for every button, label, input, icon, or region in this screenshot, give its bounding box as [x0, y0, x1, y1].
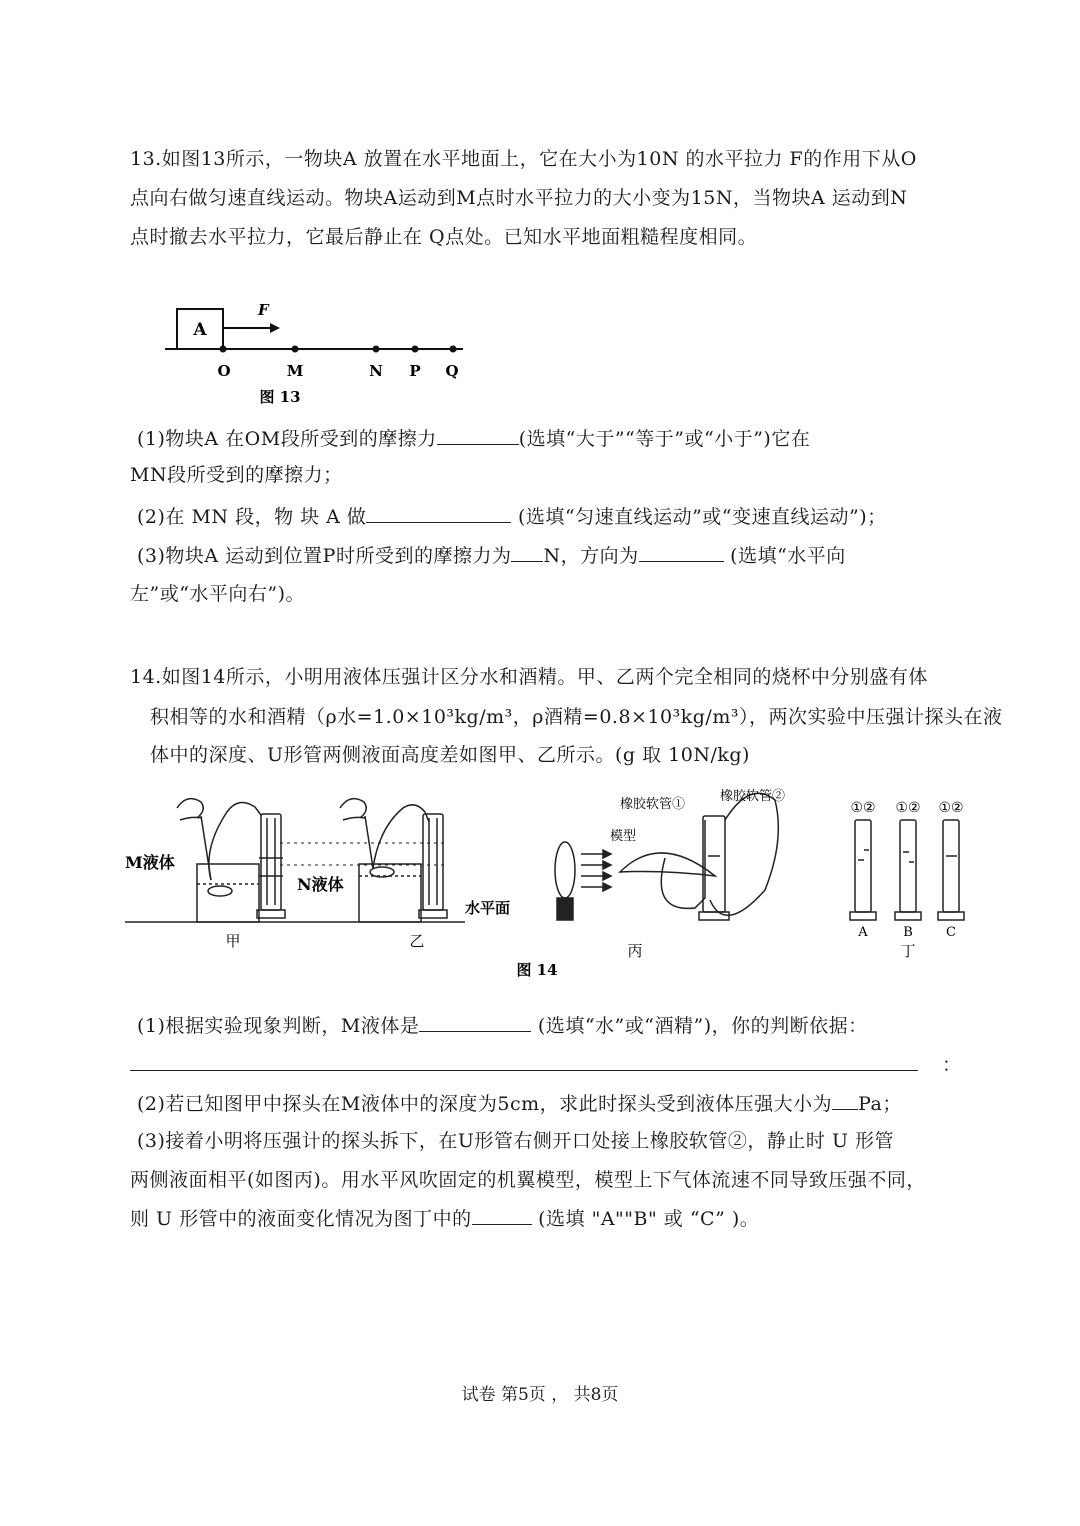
tube-mark-c: ①②: [938, 800, 964, 816]
q14-sub3-line1: (3)接着小明将压强计的探头拆下，在U形管右侧开口处接上橡胶软管②，静止时 U 形管: [137, 1130, 895, 1152]
setup-yi: [340, 799, 447, 922]
ding-tube-c: [943, 820, 959, 912]
label-bing: 丙: [627, 942, 643, 960]
option-a-label: A: [858, 925, 868, 940]
setup-jia: [177, 799, 285, 922]
q14-sub1-line2: [130, 1052, 962, 1077]
model-label: 模型: [610, 829, 637, 844]
q13-line-1: 13.如图13所示，一物块A 放置在水平地面上，它在大小为10N 的水平拉力 F的作用下从O: [130, 148, 917, 170]
hose1-label: 橡胶软管①: [620, 797, 686, 812]
q13-line-2: 点向右做匀速直线运动。物块A运动到M点时水平拉力的大小变为15N，当物块A 运动到N: [130, 187, 908, 209]
q14-sub2-text-a: (2)若已知图甲中探头在M液体中的深度为5cm，求此时探头受到液体压强大小为: [137, 1093, 833, 1115]
q13-sub1-answer-blank[interactable]: [437, 426, 519, 445]
figure-13-caption: 图 13: [259, 388, 301, 406]
q14-sub2-text-b: Pa；: [858, 1093, 902, 1115]
hose2-label: 橡胶软管②: [720, 789, 786, 804]
jia-beaker: [197, 864, 259, 922]
point-n: [373, 346, 380, 353]
point-m: [292, 346, 299, 353]
q14-line-3: 体中的深度、U形管两侧液面高度差如图甲、乙所示。(g 取 10N/kg): [150, 744, 750, 766]
ding-tube-a: [855, 820, 871, 912]
ding-tube-b: [900, 820, 916, 912]
q13-sub3-line1: [137, 543, 846, 568]
q13-sub2: [137, 504, 887, 529]
q13-sub1-text-b: (选填“大于”“等于”或“小于”)它在: [518, 428, 811, 450]
force-label: F: [258, 301, 269, 319]
q14-sub1-text-a: (1)根据实验现象判断，M液体是: [137, 1015, 420, 1037]
q14-sub3-answer-blank[interactable]: [472, 1206, 532, 1225]
yi-hose: [373, 805, 429, 868]
q13-sub3-text-b: N，方向为: [543, 545, 639, 567]
level-label: 水平面: [465, 899, 511, 917]
wing-model: [620, 853, 715, 876]
label-n: N: [369, 362, 383, 380]
q14-line-2: 积相等的水和酒精（ρ水=1.0×10³kg/m³，ρ酒精=0.8×10³kg/m³），两次实验中压强计探头在液: [150, 706, 1003, 728]
yi-u-tube: [423, 814, 443, 910]
q13-sub3-value-blank[interactable]: [511, 543, 543, 562]
q14-sub3-text-c: 则 U 形管中的液面变化情况为图丁中的: [130, 1208, 472, 1230]
figure-14: [125, 780, 985, 985]
q13-sub1-line1: [137, 426, 810, 451]
page-footer: 试卷 第5页 ， 共8页: [461, 1385, 619, 1405]
q13-sub2-text-b: (选填“匀速直线运动”或“变速直线运动”)；: [517, 506, 887, 528]
q13-sub2-text-a: (2)在 MN 段，物 块 A 做: [137, 506, 367, 528]
q13-sub3-line2: 左”或“水平向右”)。: [130, 583, 306, 605]
n-liquid-label: N液体: [297, 875, 344, 894]
setup-bing: [555, 793, 778, 920]
tube-mark-a: ①②: [850, 800, 876, 816]
q13-sub3-text-c: (选填“水平向: [730, 545, 846, 567]
jia-u-tube: [261, 814, 281, 910]
q13-sub3-text-a: (3)物块A 运动到位置P时所受到的摩擦力为: [137, 545, 512, 567]
q13-line-3: 点时撤去水平拉力，它最后静止在 Q点处。已知水平地面粗糙程度相同。: [130, 226, 758, 248]
bing-u-tube: [703, 816, 725, 912]
q14-sub1-answer-blank[interactable]: [419, 1013, 531, 1032]
point-p: [412, 346, 419, 353]
q13-sub1-text-a: (1)物块A 在OM段所受到的摩擦力: [137, 428, 437, 450]
q14-sub2-answer-blank[interactable]: [832, 1091, 858, 1110]
q14-sub1-text-b: (选填“水”或“酒精”)，你的判断依据：: [537, 1015, 868, 1037]
option-c-label: C: [946, 925, 956, 940]
block-a-label: A: [193, 320, 207, 340]
label-o: O: [217, 362, 231, 380]
hose-2: [710, 793, 778, 915]
setup-ding: [850, 820, 964, 920]
q13-sub2-answer-blank[interactable]: [366, 504, 511, 523]
q14-sub3-line3: [130, 1206, 759, 1231]
fan: [555, 842, 575, 898]
q14-sub2: [137, 1091, 902, 1116]
q14-sub3-line2: 两侧液面相平(如图丙)。用水平风吹固定的机翼模型，模型上下气体流速不同导致压强不同，: [130, 1169, 926, 1191]
label-ding: 丁: [900, 942, 916, 960]
q14-sub3-text-d: (选填 "A""B" 或 “C” )。: [538, 1208, 760, 1230]
point-o: [220, 346, 227, 353]
force-arrow-head: [270, 323, 280, 333]
point-q: [450, 346, 457, 353]
q13-sub1-line2: MN段所受到的摩擦力；: [130, 464, 343, 486]
yi-beaker: [359, 864, 421, 922]
q14-sub1-colon: ：: [942, 1054, 962, 1076]
tube-mark-b: ①②: [895, 800, 921, 816]
q14-line-1: 14.如图14所示，小明用液体压强计区分水和酒精。甲、乙两个完全相同的烧杯中分别盛有体: [130, 666, 928, 688]
option-b-label: B: [903, 925, 913, 940]
q14-sub1-reason-blank[interactable]: [130, 1052, 918, 1071]
label-jia: 甲: [225, 932, 241, 950]
label-m: M: [286, 362, 304, 380]
figure-14-caption: 图 14: [516, 961, 558, 979]
q13-sub3-direction-blank[interactable]: [639, 543, 724, 562]
label-yi: 乙: [409, 932, 425, 950]
q14-sub1-line1: [137, 1013, 868, 1038]
figure-13: [160, 295, 480, 410]
label-q: Q: [445, 362, 459, 380]
m-liquid-label: M液体: [125, 853, 175, 872]
label-p: P: [409, 362, 421, 380]
jia-hose: [209, 803, 261, 881]
